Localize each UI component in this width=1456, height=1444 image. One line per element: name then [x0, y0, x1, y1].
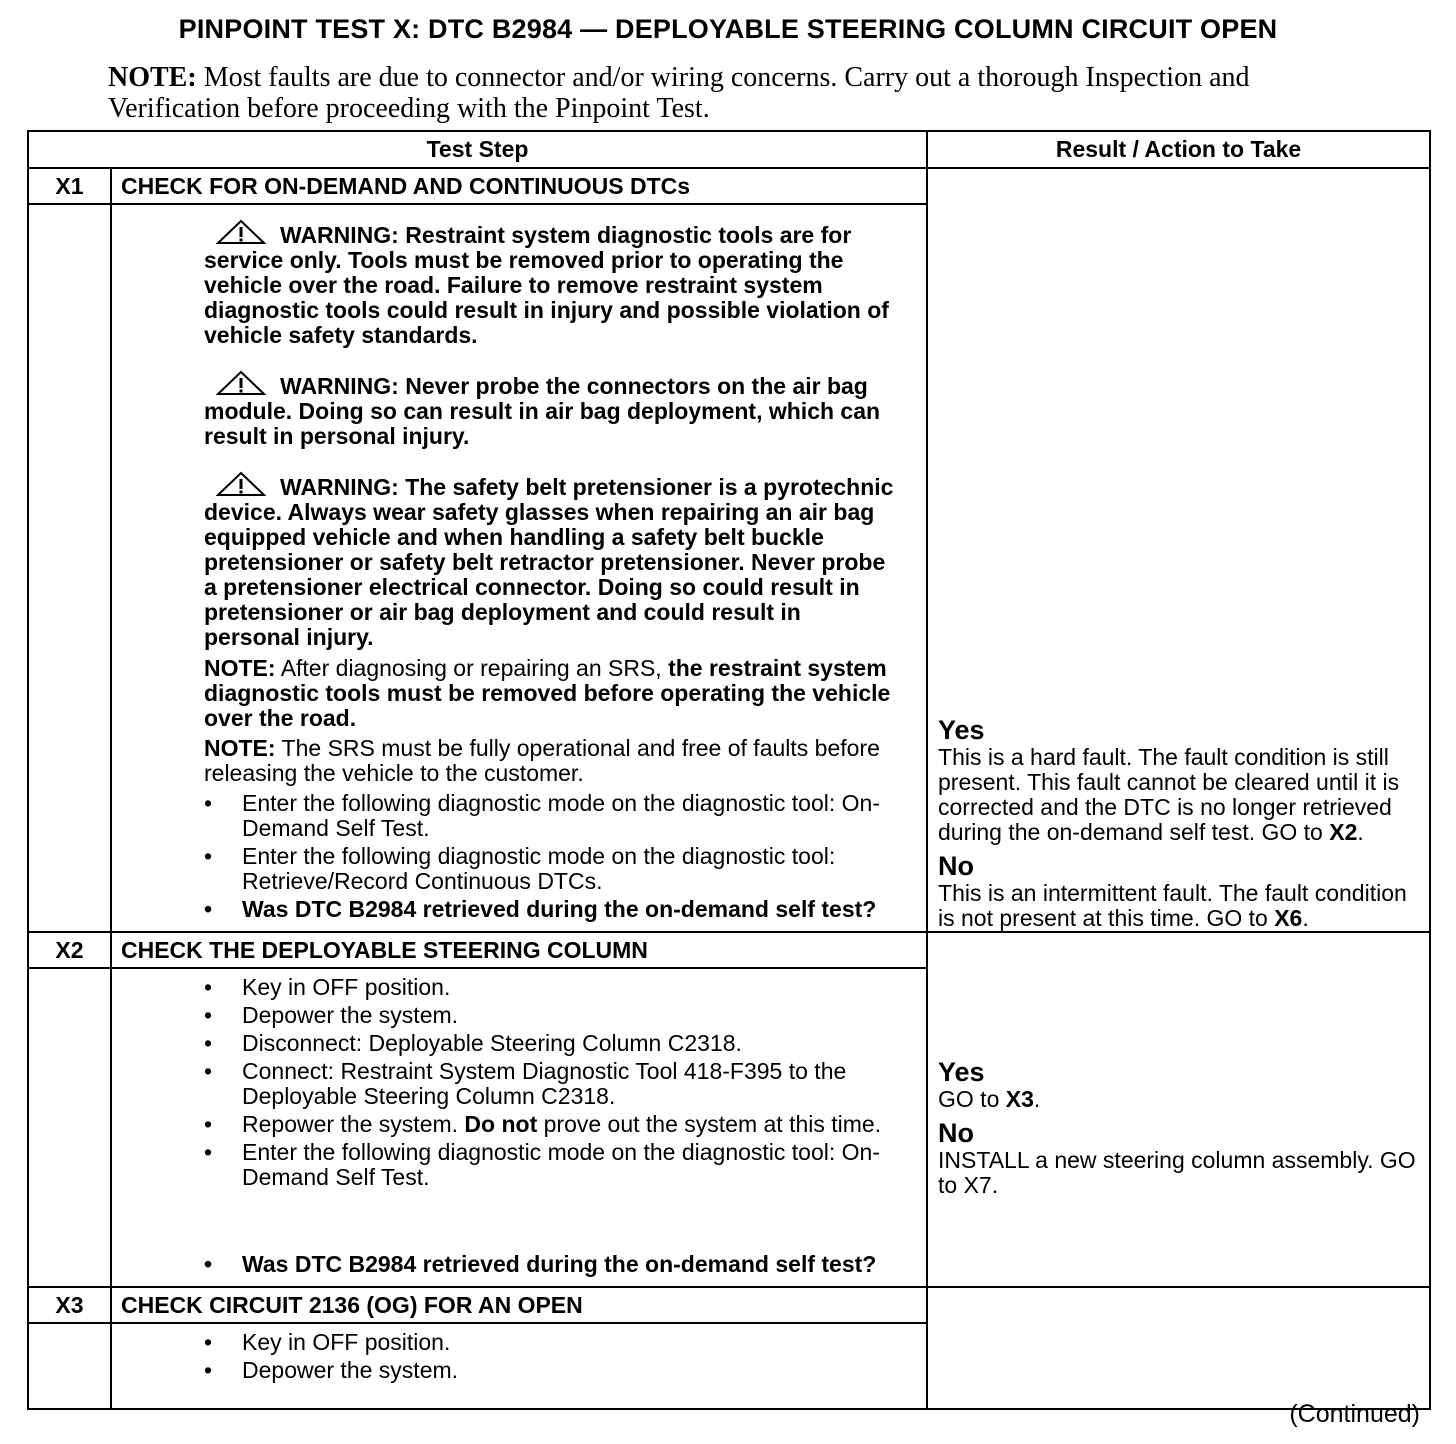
list-item: • Enter the following diagnostic mode on the diagnostic tool: On-Demand Self Test. — [204, 791, 896, 841]
warning-triangle-icon — [216, 219, 266, 245]
question-list — [204, 1252, 896, 1277]
yes-action: This is a hard fault. The fault condition is still present. This fault cannot be cleared until it is corrected and the DTC is no longer retrieved during the on-demand self test. GO to X2. — [938, 744, 1400, 845]
step-row-x1-heading — [28, 168, 1430, 204]
step-list — [204, 975, 896, 1190]
step-question: • Was DTC B2984 retrieved during the on-demand self test? — [204, 1252, 896, 1277]
result-cell-x2 — [927, 932, 1430, 1287]
yes-goto: X3 — [1005, 1086, 1034, 1112]
empty-id-cell — [28, 1323, 111, 1409]
list-item: • Disconnect: Deployable Steering Column C2318. — [204, 1031, 896, 1056]
list-item: • Key in OFF position. — [204, 1330, 896, 1355]
warning-triangle-icon — [216, 370, 266, 396]
step-row-x2-heading — [28, 932, 1430, 968]
step-body — [111, 204, 927, 932]
step-list — [204, 1330, 896, 1383]
note-srs-tools: NOTE: After diagnosing or repairing an SRS, the restraint system diagnostic tools must be removed before operating the vehicle over the road. — [204, 655, 891, 731]
pinpoint-table — [27, 130, 1431, 1410]
warning-triangle-icon — [216, 471, 266, 497]
empty-id-cell — [28, 204, 111, 932]
step-heading: CHECK FOR ON-DEMAND AND CONTINUOUS DTCs — [111, 168, 927, 204]
yes-label: Yes — [938, 715, 985, 745]
step-heading: CHECK THE DEPLOYABLE STEERING COLUMN — [111, 932, 927, 968]
empty-id-cell — [28, 968, 111, 1287]
step-id: X2 — [28, 932, 111, 968]
intro-note-label: NOTE: — [108, 62, 197, 93]
warning-3: WARNING: The safety belt pretensioner is a pyrotechnic device. Always wear safety glasses when repairing an air bag equipped vehicle and when handling a safety belt buckle pretensioner or safety belt retractor pretensioner. Never probe a pretensioner electrical connector. Doing so could result in pretensioner or air bag deployment and could result in personal injury. — [204, 471, 896, 650]
yes-action: GO to X3. — [938, 1086, 1041, 1112]
list-item: • Depower the system. — [204, 1003, 896, 1028]
step-heading: CHECK CIRCUIT 2136 (OG) FOR AN OPEN — [111, 1287, 927, 1323]
list-item: • Repower the system. Do not prove out the system at this time. — [204, 1112, 896, 1137]
yes-label: Yes — [938, 1057, 985, 1087]
warning-1: WARNING: Restraint system diagnostic tools are for service only. Tools must be removed prior to operating the vehicle over the road. Failure to remove restraint system diagnostic tools could result in injury and possible violation of vehicle safety standards. — [204, 219, 896, 348]
warning-2: WARNING: Never probe the connectors on the air bag module. Doing so can result in air bag deployment, which can result in personal injury. — [204, 370, 896, 449]
step-id: X3 — [28, 1287, 111, 1323]
step-body — [111, 1323, 927, 1409]
intro-note-text: Most faults are due to connector and/or wiring concerns. Carry out a thorough Inspection and Verification before proceeding with the Pinpoint Test. — [108, 62, 1250, 124]
note-srs-operational: NOTE: The SRS must be fully operational and free of faults before releasing the vehicle to the customer. — [204, 735, 880, 786]
col-header-result: Result / Action to Take — [927, 131, 1430, 168]
yes-goto: X2 — [1329, 819, 1358, 845]
step-row-x3-heading — [28, 1287, 1430, 1323]
no-label: No — [938, 1118, 975, 1148]
table-header-row — [28, 131, 1430, 168]
page-title: PINPOINT TEST X: DTC B2984 — DEPLOYABLE STEERING COLUMN CIRCUIT OPEN — [178, 14, 1278, 44]
result-cell-x3 — [927, 1287, 1430, 1409]
step-id: X1 — [28, 168, 111, 204]
step-question: • Was DTC B2984 retrieved during the on-demand self test? — [204, 897, 896, 922]
list-item: • Enter the following diagnostic mode on the diagnostic tool: Retrieve/Record Continuous DTCs. — [204, 844, 896, 894]
no-action: INSTALL a new steering column assembly. GO to X7. — [938, 1147, 1416, 1198]
no-action: This is an intermittent fault. The fault condition is not present at this time. GO to X6. — [938, 880, 1407, 931]
intro-note — [108, 62, 1288, 124]
step-list — [204, 791, 896, 922]
list-item: • Enter the following diagnostic mode on the diagnostic tool: On-Demand Self Test. — [204, 1140, 896, 1190]
step-body — [111, 968, 927, 1287]
no-label: No — [938, 851, 975, 881]
continued-label: (Continued) — [1289, 1400, 1420, 1428]
list-item: • Key in OFF position. — [204, 975, 896, 1000]
col-header-test-step: Test Step — [28, 131, 927, 168]
no-goto: X6 — [1274, 905, 1303, 931]
result-cell-x1 — [927, 168, 1430, 932]
list-item: • Connect: Restraint System Diagnostic Tool 418-F395 to the Deployable Steering Column C2318. — [204, 1059, 896, 1109]
list-item: • Depower the system. — [204, 1358, 896, 1383]
